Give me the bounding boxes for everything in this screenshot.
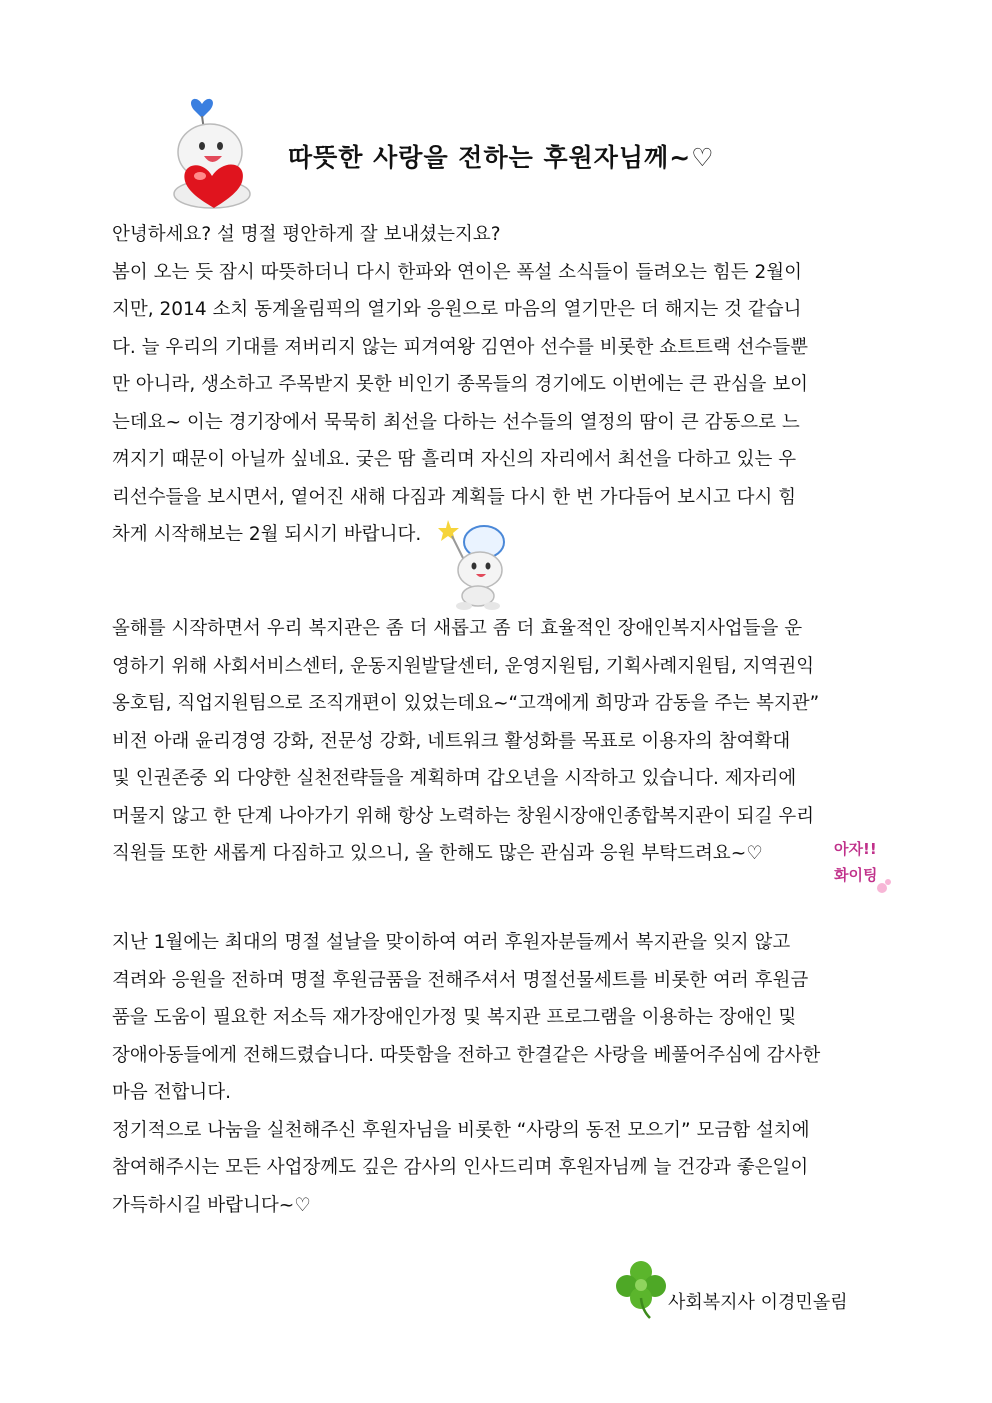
text-line: 장애아동들에게 전해드렸습니다. 따뜻함을 전하고 한결같은 사랑을 베풀어주심에 감사한 [112,1044,821,1066]
fighting-sticker-icon [830,828,896,898]
text-line: 차게 시작해보는 2월 되시기 바랍니다. [112,524,422,545]
text-line: 안녕하세요? 설 명절 평안하게 잘 보내셨는지요? [112,224,501,245]
text-line: 격려와 응원을 전하며 명절 후원금품을 전해주셔서 명절선물세트를 비롯한 여러 후원금 [112,969,809,991]
text-line: 옹호팀, 직업지원팀으로 조직개편이 있었는데요~“고객에게 희망과 감동을 주는 복지관” [112,693,820,714]
text-line: 영하기 위해 사회서비스센터, 운동지원발달센터, 운영지원팀, 기획사례지원팀, 지역권익 [112,655,815,677]
text-line: 는데요~ 이는 경기장에서 묵묵히 최선을 다하는 선수들의 열정의 땀이 큰 감동으로 느 [112,411,800,433]
mascot-star-icon [438,512,518,612]
text-line: 참여해주시는 모든 사업장께도 깊은 감사의 인사드리며 후원자님께 늘 건강과 좋은일이 [112,1157,809,1178]
letter-title: 따뜻한 사랑을 전하는 후원자님께~♡ [288,143,715,172]
text-line: 만 아니라, 생소하고 주목받지 못한 비인기 종목들의 경기에도 이번에는 큰 관심을 보이 [112,374,809,395]
text-line: 리선수들을 보시면서, 옅어진 새해 다짐과 계획들 다시 한 번 가다듬어 보시고 다시 힘 [112,486,797,508]
text-line: 머물지 않고 한 단계 나아가기 위해 항상 노력하는 창원시장애인종합복지관이 되길 우리 [112,805,815,827]
text-line: 및 인권존중 외 다양한 실천전략들을 계획하며 갑오년을 시작하고 있습니다. 제자리에 [112,768,797,789]
sticker-line2: 화이팅 [834,866,878,884]
text-line: 품을 도움이 필요한 저소득 재가장애인가정 및 복지관 프로그램을 이용하는 장애인 및 [112,1007,797,1028]
paragraph-greeting [112,216,884,554]
text-line: 다. 늘 우리의 기대를 져버리지 않는 피겨여왕 김연아 선수를 비롯한 쇼트트랙 선수들뿐 [112,336,809,358]
text-line: 비전 아래 윤리경영 강화, 전문성 강화, 네트워크 활성화를 목표로 이용자의 참여확대 [112,730,791,752]
text-line: 가득하시길 바랍니다~♡ [112,1194,311,1216]
mascot-heart-icon [162,92,262,212]
text-line: 껴지기 때문이 아닐까 싶네요. 궂은 땀 흘리며 자신의 자리에서 최선을 다하고 있는 우 [112,449,797,470]
paragraph-thanks [112,924,884,1224]
text-line: 지만, 2014 소치 동계올림픽의 열기와 응원으로 마음의 열기만은 더 해지는 것 같습니 [112,299,802,320]
text-line: 직원들 또한 새롭게 다짐하고 있으니, 올 한해도 많은 관심과 응원 부탁드려요~♡ [112,843,763,864]
text-line: 정기적으로 나눔을 실천해주신 후원자님을 비롯한 “사랑의 동전 모으기” 모금함 설치에 [112,1119,810,1141]
signature: 사회복지사 이경민올림 [668,1292,848,1313]
text-line: 마음 전합니다. [112,1082,231,1103]
sticker-line1: 아자!! [834,840,877,858]
paragraph-reorganization [112,610,884,873]
text-line: 지난 1월에는 최대의 명절 설날을 맞이하여 여러 후원자분들께서 복지관을 잊지 않고 [112,932,791,953]
clover-icon [614,1258,668,1320]
text-line: 봄이 오는 듯 잠시 따뜻하더니 다시 한파와 연이은 폭설 소식들이 들려오는 힘든 2월이 [112,261,802,283]
text-line: 올해를 시작하면서 우리 복지관은 좀 더 새롭고 좀 더 효율적인 장애인복지사업들을 운 [112,618,803,639]
